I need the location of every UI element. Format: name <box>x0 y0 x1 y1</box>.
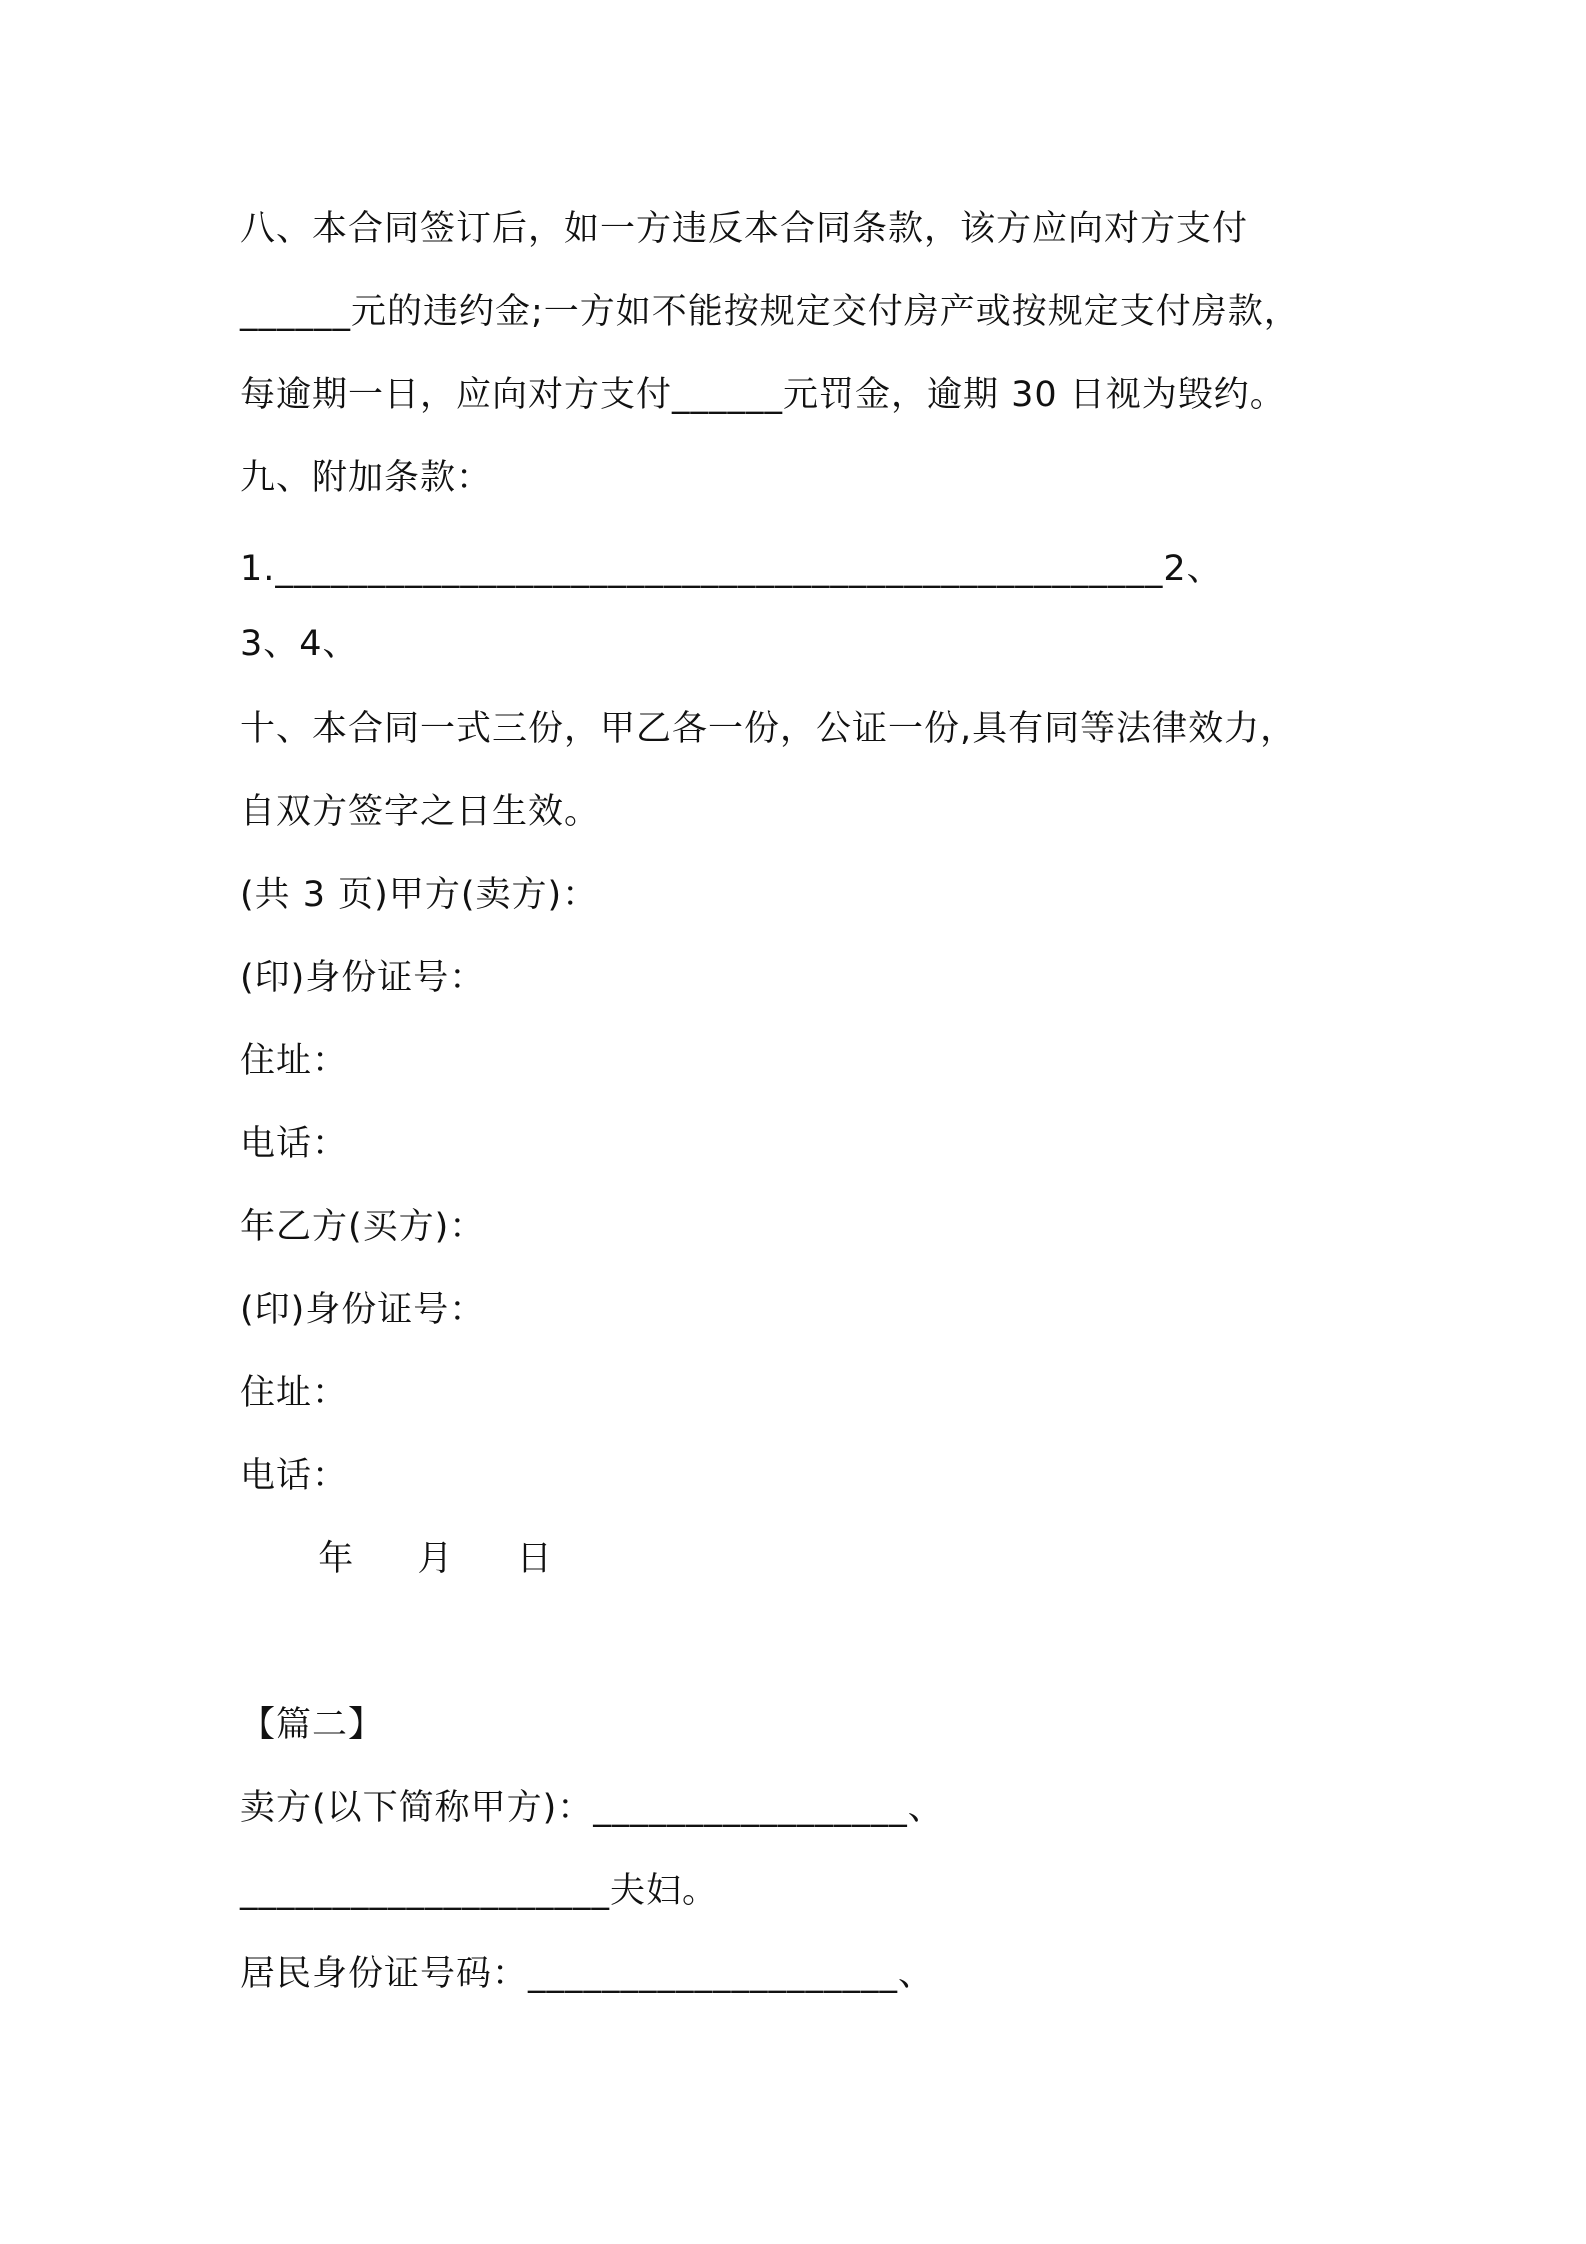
party-a-id-label: (印)身份证号： <box>240 958 486 998</box>
party-b-id-label: (印)身份证号： <box>240 1290 486 1330</box>
clause-9-items-3-4: 3、4、 <box>240 624 359 664</box>
party-b-label: 年乙方(买方)： <box>240 1207 486 1247</box>
clause-10-line-1: 十、本合同一式三份，甲乙各一份，公证一份,具有同等法律效力， <box>240 709 1297 749</box>
seller-spouse-line: ____________________夫妇。 <box>240 1871 719 1911</box>
clause-8-line-3: 每逾期一日，应向对方支付______元罚金，逾期 30 日视为毁约。 <box>240 375 1286 415</box>
section-2-heading: 【篇二】 <box>240 1705 385 1745</box>
clause-10-line-2: 自双方签字之日生效。 <box>240 792 601 832</box>
clause-9-item-1: 1.________________________________________________2、 <box>240 549 1223 589</box>
party-a-label: (共 3 页)甲方(卖方)： <box>240 875 599 915</box>
clause-8-line-1: 八、本合同签订后，如一方违反本合同条款，该方应向对方支付 <box>240 209 1249 249</box>
party-a-address-label: 住址： <box>240 1041 349 1081</box>
seller-label: 卖方(以下简称甲方)：_________________、 <box>240 1788 944 1828</box>
party-b-phone-label: 电话： <box>240 1456 349 1496</box>
resident-id-label: 居民身份证号码：____________________、 <box>240 1954 935 1994</box>
clause-9-heading: 九、附加条款： <box>240 458 493 498</box>
clause-8-line-2: ______元的违约金;一方如不能按规定交付房产或按规定支付房款， <box>240 292 1300 332</box>
date-line: 年 月 日 <box>268 1539 566 1579</box>
party-b-address-label: 住址： <box>240 1373 349 1413</box>
party-a-phone-label: 电话： <box>240 1124 349 1164</box>
